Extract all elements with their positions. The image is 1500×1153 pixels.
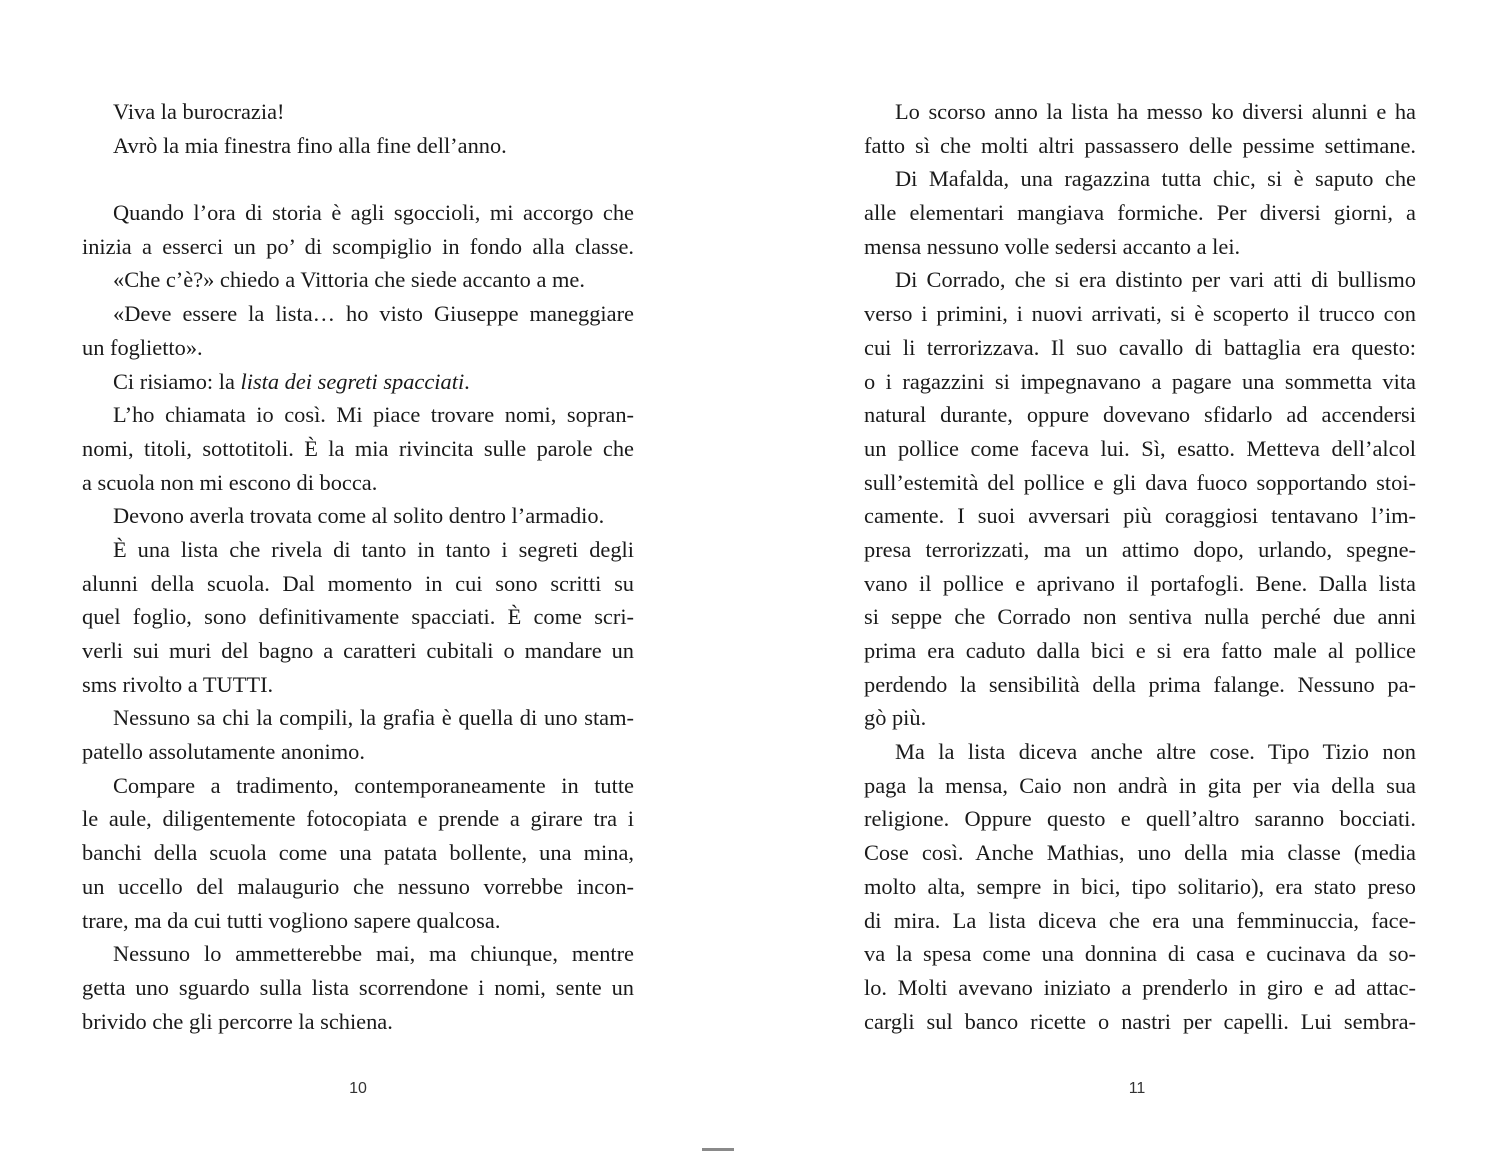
- text-run: .: [464, 368, 470, 394]
- text-line: lo. Molti avevano iniziato a prenderlo in giro e ad attac-: [864, 974, 1416, 1000]
- text-line: un uccello del malaugurio che nessuno vorrebbe incon-: [82, 873, 634, 899]
- text-line: gò più.: [864, 705, 927, 731]
- text-line: mensa nessuno volle sedersi accanto a lei.: [864, 233, 1241, 259]
- text-line: inizia a esserci un po’ di scompiglio in fondo alla classe.: [82, 233, 634, 259]
- text-line: prima era caduto dalla bici e si era fatto male al pollice: [864, 638, 1416, 663]
- text-line: di mira. La lista diceva che era una femminuccia, face-: [864, 907, 1416, 933]
- text-line: brivido che gli percorre la schiena.: [82, 1008, 393, 1034]
- text-line: le aule, diligentemente fotocopiata e prende a girare tra i: [82, 806, 634, 832]
- text-line: un foglietto».: [82, 334, 203, 360]
- text-line: cargli sul banco ricette o nastri per capelli. Lui sembra-: [864, 1008, 1416, 1034]
- page-number-right: 11: [1128, 1080, 1146, 1097]
- text-line: si seppe che Corrado non sentiva nulla perché due anni: [864, 604, 1416, 630]
- left-page-text: [82, 95, 634, 1038]
- text-line: vano il pollice e aprivano il portafogli. Bene. Dalla lista: [864, 570, 1416, 596]
- text-line: Ma la lista diceva anche altre cose. Tipo Tizio non: [895, 739, 1416, 765]
- text-line: Nessuno lo ammetterebbe mai, ma chiunque, mentre: [113, 941, 634, 967]
- text-line: Avrò la mia finestra fino alla fine dell’anno.: [113, 132, 507, 158]
- text-line: cui li terrorizzava. Il suo cavallo di battaglia era questo:: [864, 334, 1416, 360]
- text-line: religione. Oppure questo e quell’altro saranno bocciati.: [864, 806, 1416, 832]
- text-line: nomi, titoli, sottotitoli. È la mia rivincita sulle parole che: [82, 435, 634, 461]
- text-line: fatto sì che molti altri passassero delle pessime settimane.: [864, 132, 1416, 158]
- text-line: «Deve essere la lista… ho visto Giuseppe maneggiare: [113, 301, 634, 327]
- text-line: alunni della scuola. Dal momento in cui sono scritti su: [82, 570, 634, 596]
- text-line: verli sui muri del bagno a caratteri cubitali o mandare un: [82, 638, 634, 663]
- text-line: Viva la burocrazia!: [113, 99, 285, 124]
- text-line: a scuola non mi escono di bocca.: [82, 469, 378, 495]
- text-line: getta uno sguardo sulla lista scorrendone i nomi, sente un: [82, 974, 634, 1000]
- text-line: sms rivolto a TUTTI.: [82, 671, 274, 697]
- text-line: L’ho chiamata io così. Mi piace trovare nomi, sopran-: [113, 402, 634, 428]
- text-line: Devono averla trovata come al solito dentro l’armadio.: [113, 503, 605, 529]
- text-line: alle elementari mangiava formiche. Per diversi giorni, a: [864, 200, 1416, 226]
- text-line: Cose così. Anche Mathias, uno della mia classe (media: [864, 840, 1416, 866]
- text-line: va la spesa come una donnina di casa e cucinava da so-: [864, 941, 1416, 967]
- text-line: natural durante, oppure dovevano sfidarlo ad accendersi: [864, 402, 1416, 428]
- text-line: verso i primini, i nuovi arrivati, si è scoperto il trucco con: [864, 301, 1416, 327]
- text-line: molto alta, sempre in bici, tipo solitario), era stato preso: [864, 873, 1416, 899]
- text-line: trare, ma da cui tutti vogliono sapere qualcosa.: [82, 907, 501, 933]
- text-line: Nessuno sa chi la compili, la grafia è quella di uno stam-: [113, 705, 634, 731]
- text-line: È una lista che rivela di tanto in tanto i segreti degli: [113, 536, 634, 562]
- text-line: presa terrorizzati, ma un attimo dopo, urlando, spegne-: [864, 536, 1416, 562]
- text-line: camente. I suoi avversari più coraggiosi tentavano l’im-: [864, 503, 1416, 529]
- italic-title: lista dei segreti spacciati: [240, 368, 465, 394]
- text-line: Compare a tradimento, contemporaneamente in tutte: [113, 772, 634, 798]
- text-line: perdendo la sensibilità della prima falange. Nessuno pa-: [864, 671, 1416, 697]
- text-line: patello assolutamente anonimo.: [82, 739, 365, 765]
- text-line: Di Corrado, che si era distinto per vari atti di bullismo: [895, 267, 1416, 293]
- gutter-divider: [702, 1148, 734, 1151]
- text-line: sull’estemità del pollice e gli dava fuoco sopportando stoi-: [864, 469, 1416, 495]
- text-line: Lo scorso anno la lista ha messo ko diversi alunni e ha: [895, 99, 1416, 124]
- text-line: Quando l’ora di storia è agli sgoccioli, mi accorgo che: [113, 200, 634, 226]
- text-line: quel foglio, sono definitivamente spacciati. È come scri-: [82, 604, 634, 630]
- text-line: o i ragazzini si impegnavano a pagare una sommetta vita: [864, 368, 1416, 394]
- text-line: un pollice come faceva lui. Sì, esatto. Metteva dell’alcol: [864, 435, 1416, 461]
- text-line: «Che c’è?» chiedo a Vittoria che siede accanto a me.: [113, 267, 585, 293]
- text-line: banchi della scuola come una patata bollente, una mina,: [82, 840, 634, 866]
- page-number-left: 10: [349, 1080, 367, 1097]
- text-line: [82, 365, 634, 399]
- text-line: Di Mafalda, una ragazzina tutta chic, si è saputo che: [895, 166, 1416, 192]
- text-run: Ci risiamo: la: [113, 368, 241, 394]
- right-page-text: [864, 95, 1416, 1038]
- text-line: paga la mensa, Caio non andrà in gita per via della sua: [864, 772, 1416, 798]
